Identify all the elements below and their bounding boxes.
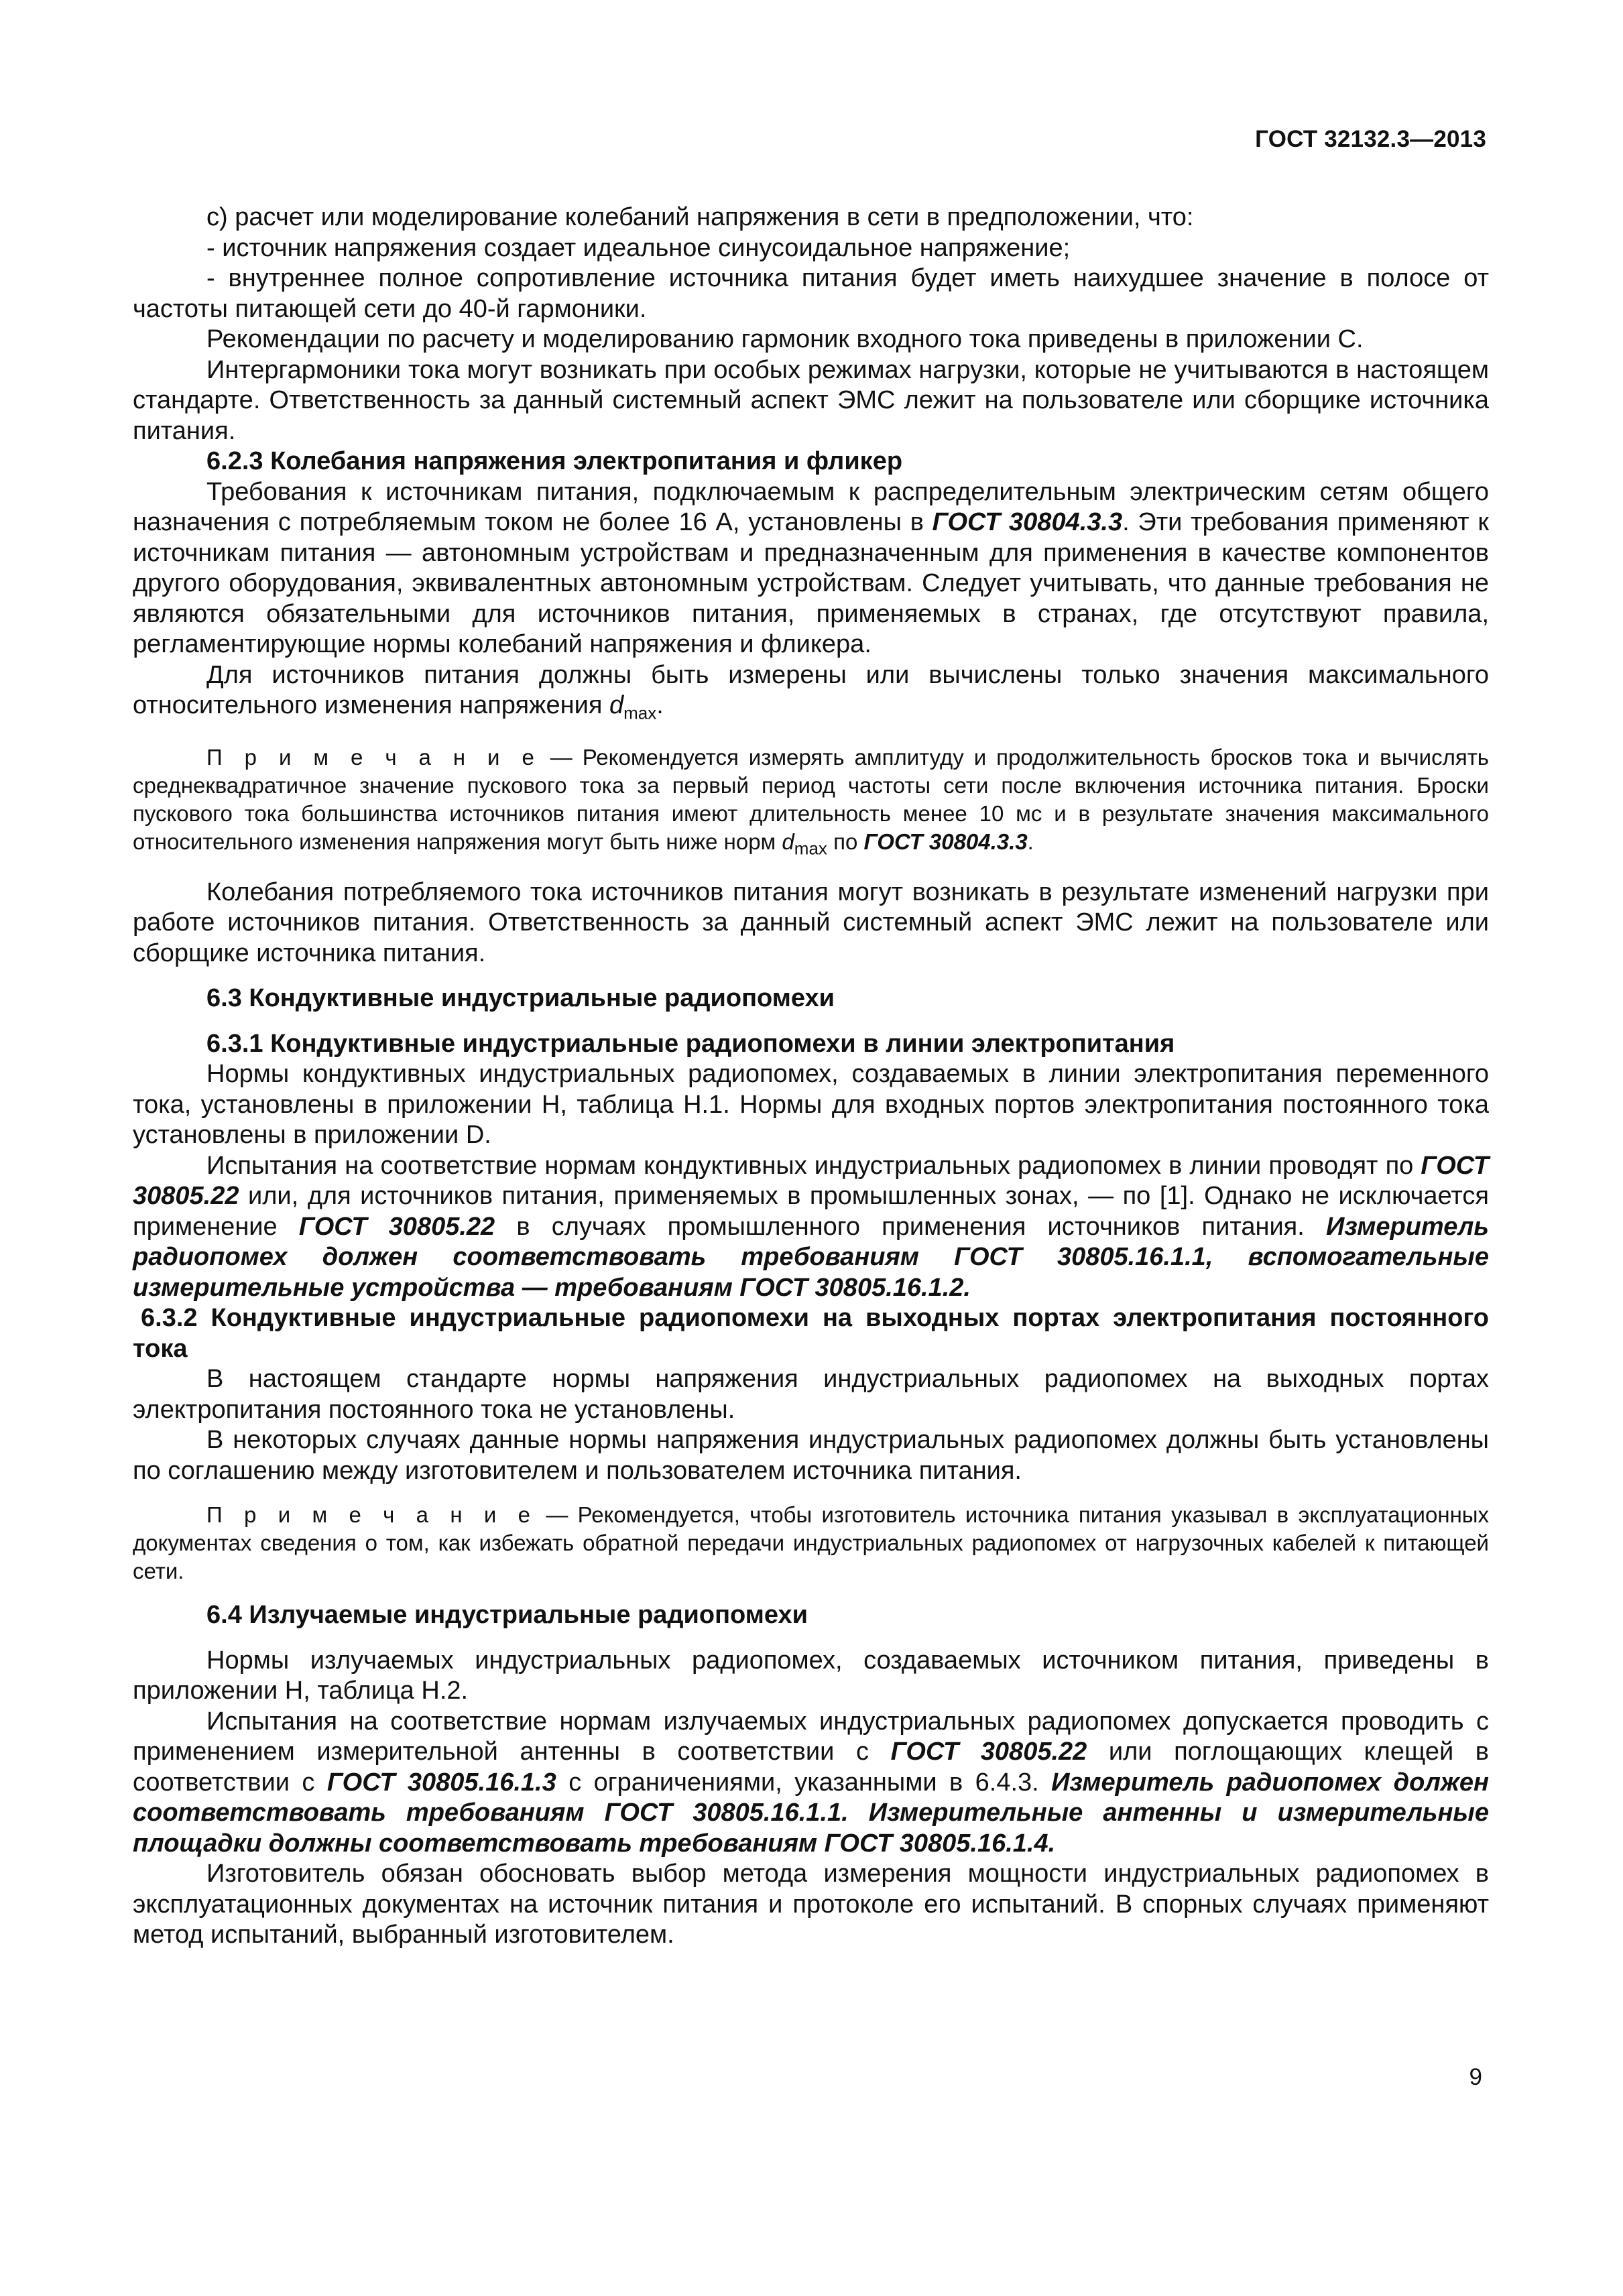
note-6-3-2 — [133, 1501, 1489, 1585]
text: Требования к источникам питания, подключаемым к распределительным электрическим сетям общего назначения с потребляемым током не более 16 А, установлены в — [133, 477, 1489, 536]
standard-reference: ГОСТ 30805.22 — [133, 1151, 1489, 1211]
page-content — [133, 202, 1489, 1951]
text: . Эти требования применяют к источникам питания — автономным устройствам и предназначенным для применения в качестве компонентов другого оборудования, эквивалентных автономным устройствам. Следует учитывать, что данные требования не являются обязательными для источников питания, применяемых в странах, где отсутствуют правила, регламентирующие нормы колебаний напряжения и фликера. — [133, 508, 1489, 658]
subscript-max: max — [794, 838, 827, 859]
paragraph-dash-2: - внутреннее полное сопротивление источника питания будет иметь наихудшее значение в полосе от частоты питающей сети до 40-й гармоники. — [133, 264, 1489, 323]
section-6-3-title: 6.3 Кондуктивные индустриальные радиопомехи — [206, 984, 835, 1013]
text: . — [1027, 829, 1034, 855]
text: в случаях промышленного применения источников питания. — [495, 1212, 1327, 1241]
paragraph-6-4-limits: Нормы излучаемых индустриальных радиопомех, создаваемых источником питания, приведены в приложении Н, таблица Н.2. — [133, 1646, 1489, 1705]
text: или поглощающих клещей в соответствии с — [133, 1738, 1489, 1797]
note-text: — Рекомендуется измерять амплитуду и продолжительность бросков тока и вычислять среднеквадратичное значение пускового тока за первый период частоты сети после включения источника питания. Броски пускового тока большинства источников питания имеют длительность менее 10 мс и в результате значения максимального относительного изменения напряжения могут быть ниже норм — [133, 745, 1489, 855]
emphasized-requirement: Измеритель радиопомех должен соответствовать требованиям ГОСТ 30805.16.1.1. Измерительные антенны и измерительные площадки должны соответствовать требованиям ГОСТ 30805.16.1.4. — [133, 1768, 1489, 1858]
subscript-max: max — [623, 703, 657, 723]
paragraph-6-2-3-fluctuations: Колебания потребляемого тока источников питания могут возникать в результате изменений нагрузки при работе источников питания. Ответственность за данный системный аспект ЭМС лежит на пользователе или сборщике источника питания. — [133, 878, 1489, 967]
text: по — [827, 829, 864, 855]
paragraph-dash-1: - источник напряжения создает идеальное синусоидальное напряжение; — [206, 233, 1071, 262]
paragraph-6-4-tests — [133, 1707, 1489, 1860]
paragraph-6-3-2-agreement: В некоторых случаях данные нормы напряжения индустриальных радиопомех должны быть установлены по соглашению между изготовителем и пользователем источника питания. — [133, 1426, 1489, 1485]
symbol-d: d — [782, 829, 794, 855]
section-6-2-3-title: 6.2.3 Колебания напряжения электропитания и фликер — [206, 447, 903, 475]
section-6-4-title: 6.4 Излучаемые индустриальные радиопомехи — [206, 1601, 808, 1630]
note-6-2-3 — [133, 743, 1489, 863]
document-id: ГОСТ 32132.3—2013 — [1255, 126, 1486, 152]
paragraph-6-2-3-dmax — [133, 660, 1489, 729]
section-6-3-1-title: 6.3.1 Кондуктивные индустриальные радиопомехи в линии электропитания — [206, 1029, 1175, 1058]
paragraph-6-3-1-limits: Нормы кондуктивных индустриальных радиопомех, создаваемых в линии электропитания переменного тока, установлены в приложении Н, таблица Н.1. Нормы для входных портов электропитания постоянного тока установлены в приложении D. — [133, 1060, 1489, 1150]
text: или, для источников питания, применяемых в промышленных зонах, — по [1]. Однако не исключается применение — [133, 1182, 1489, 1241]
standard-reference: ГОСТ 30805.16.1.3 — [326, 1768, 556, 1797]
paragraph-recommendations: Рекомендации по расчету и моделированию гармоник входного тока приведены в приложении С. — [206, 325, 1364, 353]
paragraph-6-3-2-limits: В настоящем стандарте нормы напряжения индустриальных радиопомех на выходных портах электропитания постоянного тока не установлены. — [133, 1365, 1489, 1424]
standard-reference: ГОСТ 30804.3.3 — [932, 508, 1123, 536]
text: с ограничениями, указанными в 6.4.3. — [556, 1768, 1052, 1797]
note-label: П р и м е ч а н и е — [206, 1502, 537, 1528]
note-text: — Рекомендуется, чтобы изготовитель источника питания указывал в эксплуатационных документах сведения о том, как избежать обратной передачи индустриальных радиопомех от нагрузочных кабелей к питающей сети. — [133, 1502, 1490, 1584]
paragraph-c: с) расчет или моделирование колебаний напряжения в сети в предположении, что: — [206, 203, 1194, 231]
paragraph-6-2-3-requirements — [133, 477, 1489, 660]
text: . — [656, 691, 664, 719]
emphasized-requirement: Измеритель радиопомех должен соответствовать требованиям ГОСТ 30805.16.1.1, вспомогательные измерительные устройства — требованиям ГОСТ 30805.16.1.2. — [133, 1212, 1489, 1302]
text: Испытания на соответствие нормам кондуктивных индустриальных радиопомех в линии проводят по — [206, 1151, 1421, 1180]
paragraph-6-3-1-tests — [133, 1151, 1489, 1304]
standard-reference: ГОСТ 30805.22 — [890, 1738, 1087, 1766]
standard-reference: ГОСТ 30804.3.3 — [863, 829, 1028, 855]
note-label: П р и м е ч а н и е — [206, 745, 540, 770]
page-number: 9 — [1469, 2064, 1482, 2090]
paragraph-6-4-manufacturer: Изготовитель обязан обосновать выбор метода измерения мощности индустриальных радиопомех в эксплуатационных документах на источник питания и протоколе его испытаний. В спорных случаях применяют метод испытаний, выбранный изготовителем. — [133, 1860, 1489, 1949]
text: Испытания на соответствие нормам излучаемых индустриальных радиопомех допускается проводить с применением измерительной антенны в соответствии с — [133, 1707, 1489, 1766]
section-6-3-2-title: 6.3.2 Кондуктивные индустриальные радиопомехи на выходных портах электропитания постоянного тока — [133, 1304, 1489, 1363]
paragraph-interharmonics: Интергармоники тока могут возникать при особых режимах нагрузки, которые не учитываются в настоящем стандарте. Ответственность за данный системный аспект ЭМС лежит на пользователе или сборщике источника питания. — [133, 355, 1489, 445]
text: Для источников питания должны быть измерены или вычислены только значения максимального относительного изменения напряжения — [133, 660, 1489, 719]
symbol-d: d — [609, 691, 624, 719]
standard-reference: ГОСТ 30805.22 — [298, 1212, 495, 1241]
